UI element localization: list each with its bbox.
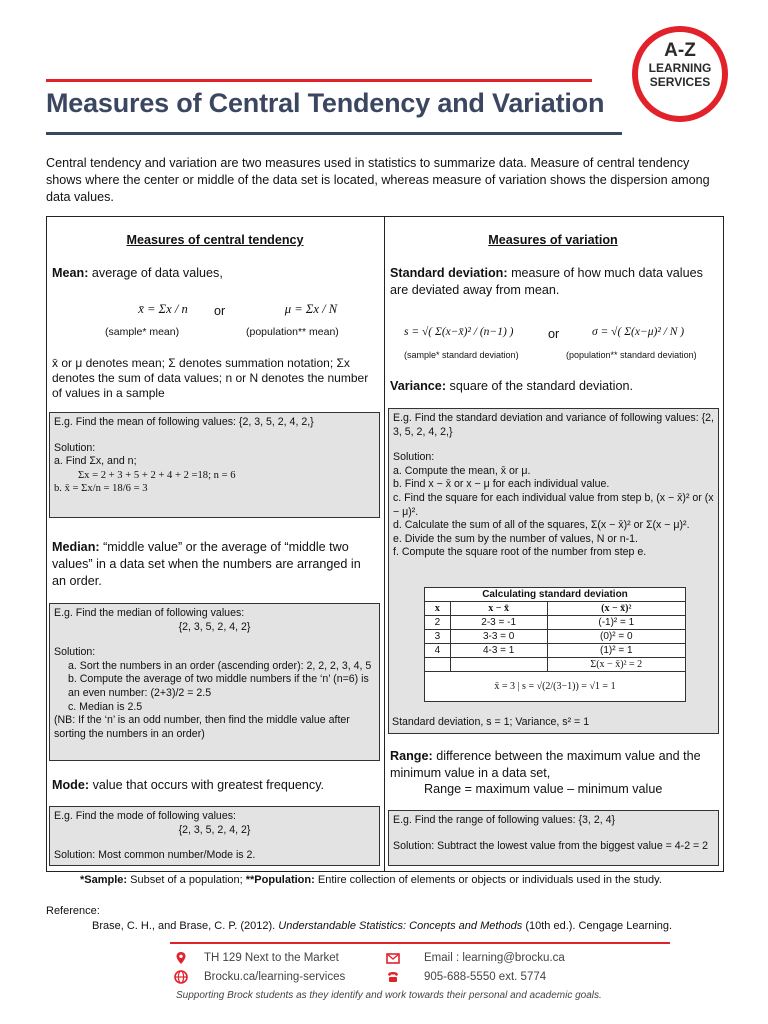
mean-sample-formula: x̄ = Σx / n xyxy=(138,302,188,316)
mean-notation-notes: x̄ or μ denotes mean; Σ denotes summation notation; Σx denotes the sum of data values; n or N denotes the number of values in a sample xyxy=(52,356,369,400)
sd-example-step-c: c. Find the square for each individual value from step b, (x − x̄)² or (x − μ)². xyxy=(393,491,714,518)
population-term: **Population: xyxy=(245,874,315,886)
reference-label: Reference: xyxy=(46,905,100,917)
column-divider xyxy=(384,216,385,872)
median-term: Median: xyxy=(52,540,100,554)
sd-table-header: x − x̄ xyxy=(450,602,547,616)
median-example-set: {2, 3, 5, 2, 4, 2} xyxy=(178,620,251,633)
sd-example-step-a: a. Compute the mean, x̄ or μ. xyxy=(393,464,531,477)
table-cell: 2 xyxy=(425,616,451,630)
median-example-nb: (NB: If the ‘n’ is an odd number, then find the middle value after sorting the numbers in an order) xyxy=(54,714,350,740)
median-example-step-a: a. Sort the numbers in an order (ascending order): 2, 2, 2, 3, 4, 5 xyxy=(68,659,372,672)
sample-term: *Sample: xyxy=(80,874,128,886)
website-link[interactable]: Brocku.ca/learning-services xyxy=(204,971,346,983)
mean-sample-label: (sample* mean) xyxy=(105,326,180,338)
logo-line-3: SERVICES xyxy=(649,75,711,89)
sd-calculation-table xyxy=(424,587,686,702)
table-cell xyxy=(450,658,547,672)
sample-def: Subset of a population; xyxy=(130,874,243,886)
phone-number: 905-688-5550 ext. 5774 xyxy=(424,971,547,983)
email-icon xyxy=(386,951,400,965)
mean-or: or xyxy=(214,304,226,318)
reference-citation xyxy=(92,920,672,932)
range-formula: Range = maximum value – minimum value xyxy=(424,782,663,796)
phone-icon xyxy=(386,970,400,984)
central-tendency-heading: Measures of central tendency xyxy=(126,233,304,247)
variance-term: Variance: xyxy=(390,379,447,393)
mean-definition xyxy=(52,265,378,282)
mean-example-step-a2: Σx = 2 + 3 + 5 + 2 + 4 + 2 =18; n = 6 xyxy=(78,469,236,481)
sd-example-solution: Solution: xyxy=(393,451,435,464)
mean-example-step-a: a. Find Σx, and n; xyxy=(54,455,137,468)
table-row xyxy=(425,658,686,672)
table-row xyxy=(425,644,686,658)
reference-rest: (10th ed.). Cengage Learning. xyxy=(525,920,673,932)
email-link[interactable]: Email : learning@brocku.ca xyxy=(424,952,565,964)
sd-definition xyxy=(390,265,718,299)
table-cell: 3 xyxy=(425,630,451,644)
mode-example-solution: Solution: Most common number/Mode is 2. xyxy=(54,849,256,862)
sd-example-result: Standard deviation, s = 1; Variance, s² = 1 xyxy=(392,716,590,728)
footer-rule xyxy=(170,942,670,944)
mode-term: Mode: xyxy=(52,778,90,792)
intro-paragraph: Central tendency and variation are two measures used in statistics to summarize data. Measure of central tendency shows where the center or middle of the data set is located, whereas measure of variation shows the dispersion among data values. xyxy=(46,156,710,204)
location-pin-icon xyxy=(174,951,188,965)
footer-tagline: Supporting Brock students as they identify and work towards their personal and academic goals. xyxy=(176,990,602,1001)
sd-table-header: x xyxy=(425,602,451,616)
population-def: Entire collection of elements or objects or individuals used in the study. xyxy=(317,874,662,886)
table-row xyxy=(425,616,686,630)
table-cell: Σ(x − x̄)² = 2 xyxy=(547,658,685,672)
mode-example-prompt: E.g. Find the mode of following values: xyxy=(54,810,236,822)
table-cell: 2-3 = -1 xyxy=(450,616,547,630)
definitions-footnote xyxy=(80,874,662,886)
sd-or: or xyxy=(548,327,560,341)
header-top-rule xyxy=(46,79,592,82)
table-cell: (0)² = 0 xyxy=(547,630,685,644)
range-term: Range: xyxy=(390,749,433,763)
header-bottom-rule xyxy=(46,132,622,135)
mean-term: Mean: xyxy=(52,266,89,280)
variance-def: square of the standard deviation. xyxy=(449,379,633,393)
table-cell: 4-3 = 1 xyxy=(450,644,547,658)
location-text: TH 129 Next to the Market xyxy=(204,952,339,964)
sd-example-step-e: e. Divide the sum by the number of values, N or n-1. xyxy=(393,532,638,545)
sd-table-summary: x̄ = 3 | s = √(2/(3−1)) = √1 = 1 xyxy=(425,672,686,702)
page-title: Measures of Central Tendency and Variation xyxy=(46,88,605,118)
median-example-box xyxy=(49,603,380,761)
mean-def: average of data values, xyxy=(91,266,223,280)
mode-example-set: {2, 3, 5, 2, 4, 2} xyxy=(178,823,251,836)
sd-example-step-b: b. Find x − x̄ or x − μ for each individual value. xyxy=(393,478,610,491)
median-example-step-c: c. Median is 2.5 xyxy=(68,700,143,713)
logo-line-2: LEARNING xyxy=(648,61,712,75)
range-def: difference between the maximum value and the minimum value in a data set, xyxy=(390,749,701,780)
globe-icon xyxy=(174,970,188,984)
variation-heading: Measures of variation xyxy=(488,233,618,247)
mean-example-prompt: E.g. Find the mean of following values: {2, 3, 5, 2, 4, 2,} xyxy=(54,416,314,428)
sd-table-header: (x − x̄)² xyxy=(547,602,685,616)
median-example-prompt: E.g. Find the median of following values: xyxy=(54,607,245,619)
sd-def: measure of how much data values are deviated away from mean. xyxy=(390,266,703,297)
reference-authors: Brase, C. H., and Brase, C. P. (2012). xyxy=(92,920,276,932)
sd-example-step-f: f. Compute the square root of the number from step e. xyxy=(393,546,647,559)
mode-definition xyxy=(52,777,378,794)
mean-example-step-b: b. x̄ = Σx/n = 18/6 = 3 xyxy=(54,483,148,495)
sd-population-formula: σ = √( Σ(x−μ)² / N ) xyxy=(592,326,685,338)
range-example-solution: Solution: Subtract the lowest value from the biggest value = 4-2 = 2 xyxy=(393,839,709,852)
mean-example-box xyxy=(49,412,380,518)
median-example-solution: Solution: xyxy=(54,646,96,659)
sd-example-step-d: d. Calculate the sum of all of the squares, Σ(x − x̄)² or Σ(x − μ)². xyxy=(393,519,690,532)
sd-term: Standard deviation: xyxy=(390,266,508,280)
median-example-step-b: b. Compute the average of two middle numbers if the ‘n’ (n=6) is an even number: (2+3)/2 = 2.5 xyxy=(68,673,369,699)
mean-population-formula: μ = Σx / N xyxy=(284,302,338,316)
mode-example-box xyxy=(49,806,380,866)
range-example-box xyxy=(388,810,719,866)
sd-sample-label: (sample* standard deviation) xyxy=(404,350,519,360)
sd-example-prompt: E.g. Find the standard deviation and variance of following values: {2, 3, 5, 2, 4, 2,} xyxy=(393,412,714,438)
mode-def: value that occurs with greatest frequency. xyxy=(92,778,325,792)
table-cell: (1)² = 1 xyxy=(547,644,685,658)
mean-population-label: (population** mean) xyxy=(246,326,339,338)
table-cell: 3-3 = 0 xyxy=(450,630,547,644)
az-learning-services-logo xyxy=(632,26,728,122)
range-definition xyxy=(390,748,720,782)
range-example-prompt: E.g. Find the range of following values: {3, 2, 4} xyxy=(393,814,616,826)
sd-table-caption: Calculating standard deviation xyxy=(425,588,686,602)
mean-example-solution: Solution: xyxy=(54,441,96,454)
median-def: “middle value” or the average of “middle two values” in a data set when the numbers are arranged in an order. xyxy=(52,540,361,588)
table-row xyxy=(425,630,686,644)
logo-line-1: A-Z xyxy=(664,40,696,61)
variance-definition xyxy=(390,378,718,395)
sd-population-label: (population** standard deviation) xyxy=(566,350,697,360)
reference-book: Understandable Statistics: Concepts and Methods xyxy=(278,920,523,932)
table-cell: 4 xyxy=(425,644,451,658)
median-definition xyxy=(52,539,378,590)
table-cell xyxy=(425,658,451,672)
sd-sample-formula: s = √( Σ(x−x̄)² / (n−1) ) xyxy=(404,326,514,338)
table-cell: (-1)² = 1 xyxy=(547,616,685,630)
